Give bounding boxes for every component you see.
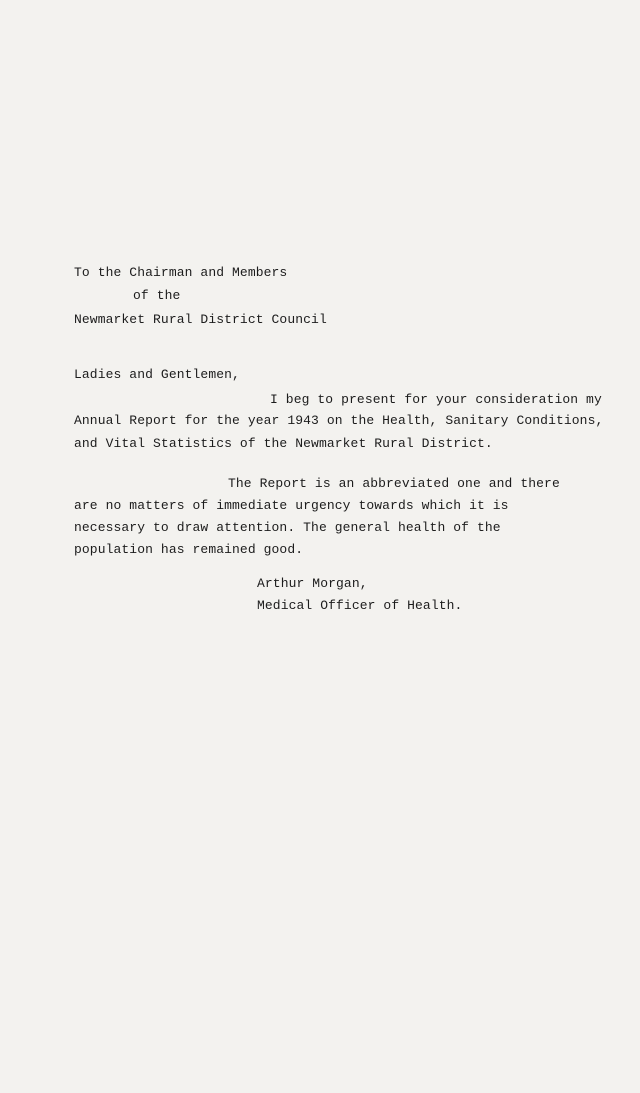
salutation: Ladies and Gentlemen, — [74, 367, 240, 382]
paragraph2-line3: necessary to draw attention. The general health of the — [74, 520, 501, 535]
signature-name: Arthur Morgan, — [257, 576, 368, 591]
address-line-council: Newmarket Rural District Council — [74, 312, 327, 327]
address-line-chairman: To the Chairman and Members — [74, 265, 288, 280]
paragraph2-line1: The Report is an abbreviated one and there — [228, 476, 560, 491]
paragraph2-line2: are no matters of immediate urgency towards which it is — [74, 498, 509, 513]
signature-title: Medical Officer of Health. — [257, 598, 463, 613]
paragraph1-line2: Annual Report for the year 1943 on the Health, Sanitary Conditions, — [74, 413, 604, 428]
paragraph1-line1: I beg to present for your consideration my — [270, 392, 602, 407]
address-line-of-the: of the — [133, 288, 181, 303]
paragraph1-line3: and Vital Statistics of the Newmarket Rural District. — [74, 436, 493, 451]
paragraph2-line4: population has remained good. — [74, 542, 304, 557]
